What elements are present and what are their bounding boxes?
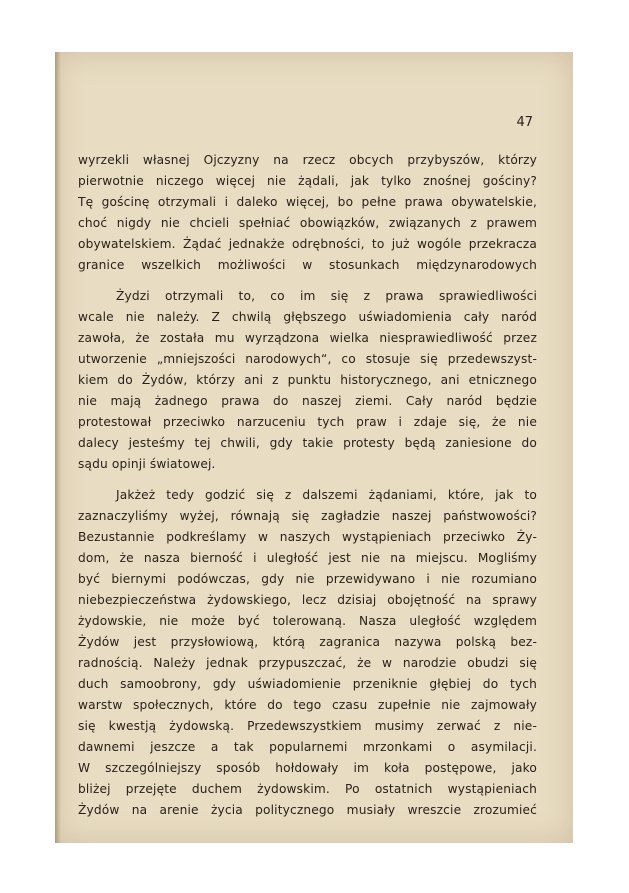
text-line: granice wszelkich możliwości w stosunkach międzynarodowych — [78, 258, 537, 272]
paragraph-1 — [78, 150, 537, 276]
text-line: radnością. Należy jednak przypuszczać, że w narodzie obudzi się — [78, 656, 537, 670]
text-line: nie mają żadnego prawa do naszej ziemi. Cały naród będzie — [78, 394, 537, 408]
paragraph-2 — [78, 286, 537, 475]
text-line: dalecy jesteśmy tej chwili, gdy takie protesty będą zaniesione do — [78, 436, 537, 450]
text-line: Żydzi otrzymali to, co im się z prawa sprawiedliwości — [116, 289, 537, 303]
text-line: zaznaczyliśmy wyżej, równają się zagładzie naszej państwowości? — [78, 509, 537, 523]
text-line: bliżej przejęte duchem żydowskim. Po ostatnich wystąpieniach — [78, 782, 537, 796]
text-line: wyrzekli własnej Ojczyzny na rzecz obcych przybyszów, którzy — [78, 153, 537, 167]
text-line: zawoła, że została mu wyrządzona wielka niesprawiedliwość przez — [78, 331, 537, 345]
text-line: Jakżeż tedy godzić się z dalszemi żądaniami, które, jak to — [116, 488, 537, 502]
text-line: żydowskie, nie może być tolerowaną. Nasza uległość względem — [78, 614, 537, 628]
text-line: niebezpieczeństwa żydowskiego, lecz dzisiaj obojętność na sprawy — [78, 593, 537, 607]
text-line: choć nigdy nie chcieli spełniać obowiązków, związanych z prawem — [78, 216, 537, 230]
text-line: utworzenie „mniejszości narodowych“, co stosuje się przedewszyst- — [78, 352, 537, 366]
text-line: pierwotnie niczego więcej nie żądali, jak tylko znośnej gościny? — [78, 174, 537, 188]
text-line: obywatelskiem. Żądać jednakże odrębności, to już wogóle przekracza — [78, 237, 537, 251]
text-line: warstw społecznych, które do tego czasu zupełnie nie zajmowały — [78, 698, 537, 712]
text-line: dawnemi jeszcze a tak popularnemi mrzonkami o asymilacji. — [78, 740, 537, 754]
text-line: W szczególniejszy sposób hołdowały im koła postępowe, jako — [78, 761, 537, 775]
text-line: duch samoobrony, gdy uświadomienie przeniknie głębiej do tych — [78, 677, 537, 691]
text-line: być biernymi podówczas, gdy nie przewidywano i nie rozumiano — [78, 572, 537, 586]
text-line: wcale nie należy. Z chwilą głębszego uświadomienia cały naród — [78, 310, 537, 324]
text-line: dom, że nasza bierność i uległość jest nie na miejscu. Mogliśmy — [78, 551, 537, 565]
book-page — [55, 52, 573, 843]
text-line: Żydów na arenie życia politycznego musiały wreszcie zrozumieć — [78, 803, 537, 817]
text-line: kiem do Żydów, którzy ani z punktu historycznego, ani etnicznego — [78, 373, 537, 387]
text-line: Bezustannie podkreślamy w naszych wystąpieniach przeciwko Ży- — [78, 530, 537, 544]
text-line: Tę gościnę otrzymali i daleko więcej, bo pełne prawa obywatelskie, — [78, 195, 537, 209]
text-line: się kwestją żydowską. Przedewszystkiem musimy zerwać z nie- — [78, 719, 537, 733]
text-line: sądu opinji światowej. — [78, 457, 216, 471]
page-text — [78, 150, 537, 831]
page-number: 47 — [516, 115, 533, 130]
paragraph-3 — [78, 485, 537, 821]
text-line: protestował przeciwko narzuceniu tych praw i zdaje się, że nie — [78, 415, 537, 429]
text-line: Żydów jest przysłowiową, którą zagranica nazywa polską bez- — [78, 635, 537, 649]
